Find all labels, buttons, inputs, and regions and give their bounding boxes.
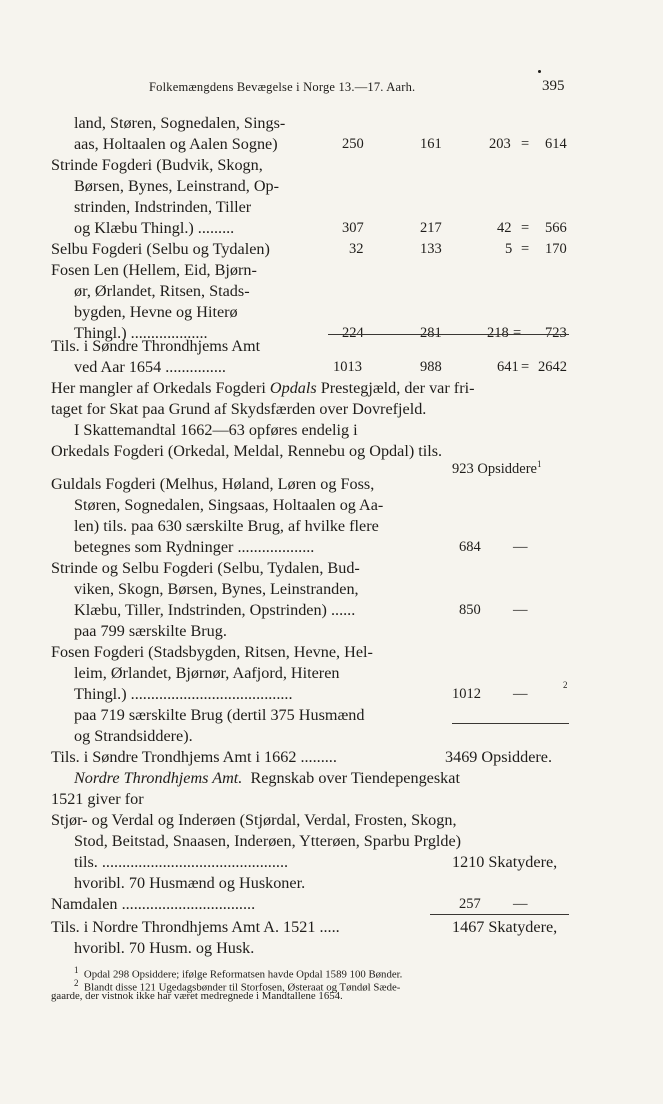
- row-2-line-4: og Klæbu Thingl.) .........: [74, 219, 235, 237]
- guldal-dash: —: [513, 539, 528, 555]
- fosen-line-1: Fosen Fogderi (Stadsbygden, Ritsen, Hevne, Hel-: [51, 643, 373, 661]
- stjor-line-3: tils. ..............................................: [74, 853, 289, 871]
- note-line-1-italic: Opdals: [269, 379, 317, 397]
- sum-value-1: 1013: [333, 359, 362, 375]
- fosen-line-2: leim, Ørlandet, Bjørnør, Aafjord, Hiteren: [74, 664, 340, 682]
- note-line-2: taget for Skat paa Grund af Skydsfærden over Dovrefjeld.: [51, 400, 427, 418]
- row-4-value-3: 218: [487, 325, 509, 341]
- sum-line-1: Tils. i Søndre Throndhjems Amt: [51, 337, 261, 355]
- fosen-footnote-mark: 2: [563, 680, 568, 690]
- stjor-line-4: hvoribl. 70 Husmænd og Huskoner.: [74, 874, 306, 892]
- row-4-line-2: ør, Ørlandet, Ritsen, Stads-: [74, 282, 250, 300]
- row-3-value-3: 5: [505, 241, 513, 257]
- guldal-line-3: len) tils. paa 630 særskilte Brug, af hvilke flere: [74, 517, 379, 535]
- row-3-line-1: Selbu Fogderi (Selbu og Tydalen): [51, 240, 270, 258]
- row-1-line-1: land, Støren, Sognedalen, Sings-: [74, 114, 286, 132]
- total-1521-line-2: hvoribl. 70 Husm. og Husk.: [74, 939, 255, 957]
- sum-line-2: ved Aar 1654 ...............: [74, 358, 226, 376]
- footnote-2-continued: gaarde, der vistnok ikke har været medregnede i Mandtallene 1654.: [51, 990, 343, 1002]
- row-2-total: 566: [545, 220, 567, 236]
- row-1-equals: =: [521, 136, 530, 152]
- sum-rule: [328, 334, 569, 335]
- guldal-line-2: Støren, Sognedalen, Singsaas, Holtaalen og Aa-: [74, 496, 384, 514]
- namdalen-dash: —: [513, 896, 528, 912]
- orkedal-value: [452, 459, 541, 478]
- strinde-dash: —: [513, 602, 528, 618]
- guldal-value: 684: [459, 539, 481, 555]
- section-1662-intro-2: Orkedals Fogderi (Orkedal, Meldal, Rennebu og Opdal) tils.: [51, 442, 443, 460]
- namdalen-value: 257: [459, 896, 481, 912]
- row-3-value-1: 32: [349, 241, 364, 257]
- nordre-lead-2: 1521 giver for: [51, 790, 144, 808]
- row-2-line-3: strinden, Indstrinden, Tiller: [74, 198, 252, 216]
- stjor-line-2: Stod, Beitstad, Snaasen, Inderøen, Ytterøen, Sparbu Prglde): [74, 832, 462, 850]
- row-1-value-1: 250: [342, 136, 364, 152]
- row-1-value-3: 203: [489, 136, 511, 152]
- note-line-1-end: Prestegjæld, der var fri-: [316, 379, 475, 397]
- total-1662-rule: [452, 723, 569, 724]
- row-3-value-2: 133: [420, 241, 442, 257]
- strinde-line-2: viken, Skogn, Børsen, Bynes, Leinstranden,: [74, 580, 359, 598]
- row-4-value-2: 281: [420, 325, 442, 341]
- sum-total: 2642: [538, 359, 567, 375]
- row-2-value-3: 42: [497, 220, 512, 236]
- footnote-1-mark: 1: [74, 965, 79, 975]
- fosen-line-3: Thingl.) ........................................: [74, 685, 293, 703]
- row-1-total: 614: [545, 136, 567, 152]
- fosen-line-5: og Strandsiddere).: [74, 727, 193, 745]
- row-2-value-1: 307: [342, 220, 364, 236]
- guldal-line-4: betegnes som Rydninger ...................: [74, 538, 315, 556]
- total-1662-label: Tils. i Søndre Trondhjems Amt i 1662 .........: [51, 748, 337, 766]
- footnote-1-text: Opdal 298 Opsiddere; ifølge Reformatsen havde Opdal 1589 100 Bønder.: [83, 968, 403, 981]
- row-1-value-2: 161: [420, 136, 442, 152]
- total-1521-rule: [430, 914, 569, 915]
- note-line-1: [51, 378, 474, 399]
- nordre-lead-rest: Regnskab over Tiendepengeskat: [250, 769, 460, 787]
- strinde-line-3: Klæbu, Tiller, Indstrinden, Opstrinden) ......: [74, 601, 356, 619]
- row-4-line-3: bygden, Hevne og Hiterø: [74, 303, 238, 321]
- row-4-value-1: 224: [342, 325, 364, 341]
- nordre-lead: [74, 768, 460, 789]
- row-2-value-2: 217: [420, 220, 442, 236]
- stjor-value: 1210 Skatydere,: [452, 853, 558, 871]
- sum-equals: =: [521, 359, 530, 375]
- total-1662-value: 3469 Opsiddere.: [445, 748, 552, 766]
- fosen-value: 1012: [452, 686, 481, 702]
- strinde-line-4: paa 799 særskilte Brug.: [74, 622, 227, 640]
- nordre-lead-italic: Nordre Throndhjems Amt.: [74, 769, 243, 787]
- row-3-equals: =: [521, 241, 530, 257]
- section-1662-intro-1: I Skattemandtal 1662—63 opføres endelig i: [74, 421, 358, 439]
- row-4-line-4: Thingl.) ...................: [74, 324, 208, 342]
- total-1521-label: Tils. i Nordre Throndhjems Amt A. 1521 .....: [51, 918, 340, 936]
- row-4-total: 723: [545, 325, 567, 341]
- footnote-2-mark: 2: [74, 978, 79, 988]
- guldal-line-1: Guldals Fogderi (Melhus, Høland, Løren og Foss,: [51, 475, 375, 493]
- strinde-value: 850: [459, 602, 481, 618]
- fosen-line-4: paa 719 særskilte Brug (dertil 375 Husmænd: [74, 706, 365, 724]
- running-title: Folkemængdens Bevægelse i Norge 13.—17. Aarh.: [149, 80, 416, 94]
- fosen-dash: —: [513, 686, 528, 702]
- print-speck: [538, 70, 541, 73]
- sum-value-3: 641: [497, 359, 519, 375]
- namdalen-line: Namdalen .................................: [51, 895, 256, 913]
- strinde-line-1: Strinde og Selbu Fogderi (Selbu, Tydalen, Bud-: [51, 559, 360, 577]
- total-1521-value: 1467 Skatydere,: [452, 918, 558, 936]
- row-4-line-1: Fosen Len (Hellem, Eid, Bjørn-: [51, 261, 257, 279]
- sum-value-2: 988: [420, 359, 442, 375]
- row-2-equals: =: [521, 220, 530, 236]
- orkedal-value-text: 923 Opsiddere: [452, 460, 537, 477]
- row-2-line-2: Børsen, Bynes, Leinstrand, Op-: [74, 177, 280, 195]
- stjor-line-1: Stjør- og Verdal og Inderøen (Stjørdal, Verdal, Frosten, Skogn,: [51, 811, 457, 829]
- row-3-total: 170: [545, 241, 567, 257]
- row-4-equals: =: [513, 325, 522, 341]
- row-1-line-2: aas, Holtaalen og Aalen Sogne): [74, 135, 278, 153]
- row-2-line-1: Strinde Fogderi (Budvik, Skogn,: [51, 156, 263, 174]
- note-line-1-start: Her mangler af Orkedals Fogderi: [51, 379, 270, 397]
- page-number: 395: [542, 78, 565, 94]
- footnote-2-text: Blandt disse 121 Ugedagsbønder til Storfosen, Østeraat og Tøndøl Sæde-: [83, 981, 401, 994]
- orkedal-footnote-mark: 1: [536, 459, 542, 469]
